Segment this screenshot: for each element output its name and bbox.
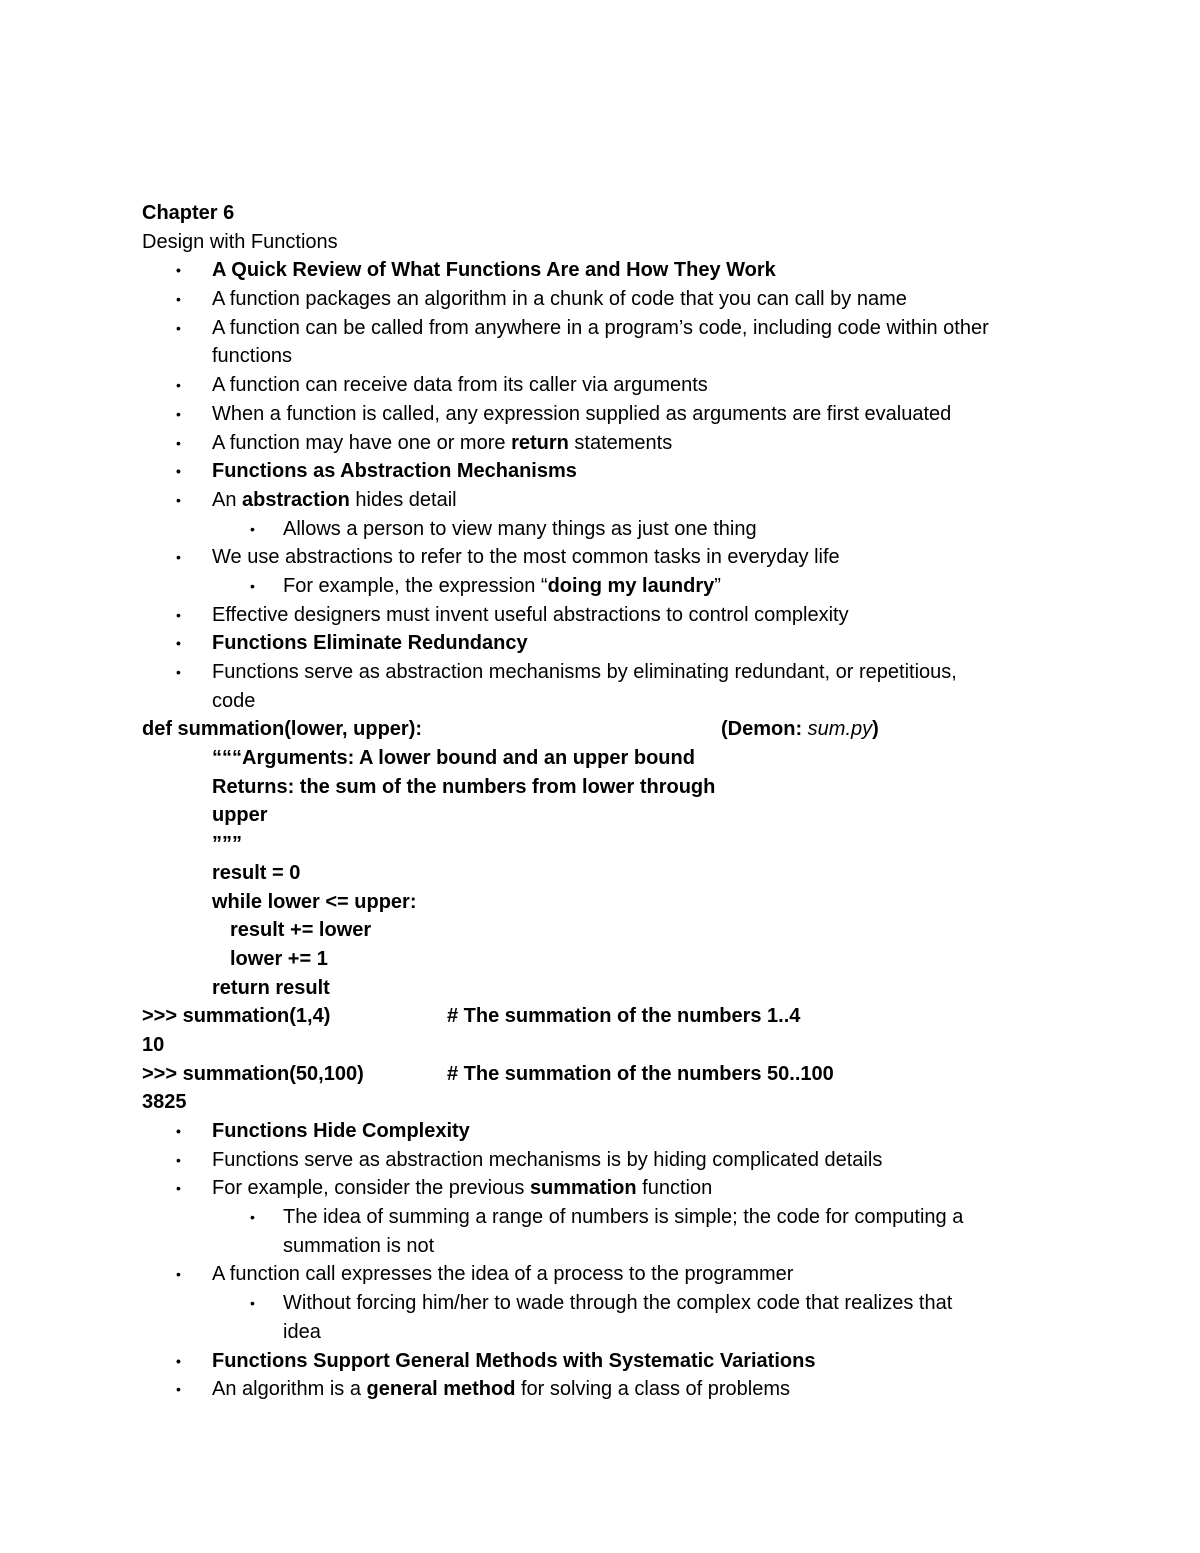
bullet-icon: • bbox=[176, 319, 181, 336]
term-general-method: general method bbox=[366, 1378, 516, 1401]
list-item-text: Functions Hide Complexity bbox=[212, 1120, 470, 1142]
bullet-icon: • bbox=[176, 1123, 181, 1139]
list-item bbox=[142, 314, 1102, 343]
list-item bbox=[142, 256, 1102, 285]
list-item-text-post: ” bbox=[714, 574, 721, 597]
bullet-icon: • bbox=[176, 1266, 181, 1283]
demo-label: (Demon: bbox=[721, 718, 808, 741]
code-line: “““Arguments: A lower bound and an upper bound bbox=[212, 747, 695, 770]
list-item-text: Effective designers must invent useful abstractions to control complexity bbox=[212, 603, 849, 626]
list-item-text-pre: A function may have one or more bbox=[212, 431, 512, 454]
code-line: ””” bbox=[212, 833, 242, 856]
list-item-text: Functions as Abstraction Mechanisms bbox=[212, 460, 577, 483]
bullet-icon: • bbox=[176, 1180, 181, 1197]
bullet-icon: • bbox=[176, 491, 181, 508]
bullet-icon: • bbox=[250, 577, 255, 594]
demo-filename: sum.py bbox=[807, 718, 873, 741]
bullet-icon: • bbox=[176, 434, 181, 451]
list-item bbox=[142, 457, 1102, 486]
list-item-text: Functions Support General Methods with Systematic Variations bbox=[212, 1349, 816, 1372]
list-item-text: A function can receive data from its caller via arguments bbox=[212, 374, 708, 397]
bullet-icon: • bbox=[176, 606, 181, 623]
list-item-text: Allows a person to view many things as just one thing bbox=[283, 517, 757, 540]
list-item-text-pre: For example, the expression “ bbox=[283, 574, 548, 597]
list-item bbox=[142, 429, 1102, 458]
code-line: return result bbox=[212, 976, 330, 999]
code-line: Returns: the sum of the numbers from lower through bbox=[212, 775, 716, 798]
bullet-icon: • bbox=[250, 1295, 255, 1312]
bullet-icon: • bbox=[176, 1381, 181, 1398]
list-item-text-pre: An algorithm is a bbox=[212, 1378, 367, 1401]
bullet-icon: • bbox=[176, 377, 181, 394]
sub-list-item bbox=[142, 515, 1102, 544]
list-item-text-post: statements bbox=[568, 431, 673, 454]
list-item-text: A Quick Review of What Functions Are and How They Work bbox=[212, 259, 776, 282]
sub-list-item-continuation: idea bbox=[283, 1320, 321, 1343]
sub-list-item bbox=[142, 1203, 1102, 1232]
sub-list-item bbox=[142, 1289, 1102, 1318]
list-item-text-pre: For example, consider the previous bbox=[212, 1177, 530, 1200]
list-item bbox=[142, 1260, 1102, 1289]
shell-comment: # The summation of the numbers 50..100 bbox=[447, 1062, 834, 1085]
list-item-text-post: hides detail bbox=[349, 488, 457, 511]
list-item-text: The idea of summing a range of numbers is simple; the code for computing a bbox=[283, 1206, 964, 1229]
bullet-icon: • bbox=[250, 520, 255, 537]
list-item bbox=[142, 629, 1102, 658]
list-item bbox=[142, 371, 1102, 400]
document-content bbox=[142, 199, 1102, 1404]
list-item-text: Functions serve as abstraction mechanisms by eliminating redundant, or repetitious, bbox=[212, 661, 957, 683]
bullet-icon: • bbox=[176, 291, 181, 308]
list-item-text: We use abstractions to refer to the most common tasks in everyday life bbox=[212, 546, 840, 569]
list-item-continuation: code bbox=[212, 689, 256, 712]
example-phrase: doing my laundry bbox=[547, 574, 715, 597]
code-line: result += lower bbox=[230, 919, 372, 942]
list-item-continuation: functions bbox=[212, 345, 293, 368]
shell-line bbox=[142, 1002, 1102, 1031]
list-item bbox=[142, 601, 1102, 630]
shell-call: >>> summation(1,4) bbox=[142, 1005, 331, 1028]
shell-comment: # The summation of the numbers 1..4 bbox=[447, 1005, 801, 1028]
bullet-icon: • bbox=[176, 1151, 181, 1168]
bullet-icon: • bbox=[176, 463, 181, 480]
bullet-icon: • bbox=[176, 262, 181, 279]
sub-list-item bbox=[142, 572, 1102, 601]
list-item-text: Functions serve as abstraction mechanisms is by hiding complicated details bbox=[212, 1148, 883, 1171]
term-abstraction: abstraction bbox=[242, 488, 350, 511]
list-item-text-post: function bbox=[636, 1177, 713, 1200]
bullet-icon: • bbox=[176, 405, 181, 422]
demo-reference bbox=[721, 715, 879, 744]
bullet-icon: • bbox=[176, 549, 181, 566]
list-item bbox=[142, 486, 1102, 515]
keyword-return: return bbox=[511, 431, 569, 454]
list-item-text-post: for solving a class of problems bbox=[515, 1378, 790, 1401]
bullet-icon: • bbox=[250, 1209, 255, 1226]
code-line: result = 0 bbox=[212, 861, 301, 884]
demo-close: ) bbox=[872, 718, 879, 741]
list-item bbox=[142, 1117, 1102, 1146]
chapter-title: Chapter 6 bbox=[142, 202, 235, 224]
shell-output: 10 bbox=[142, 1033, 165, 1056]
list-item-text: A function packages an algorithm in a chunk of code that you can call by name bbox=[212, 288, 907, 311]
term-summation: summation bbox=[529, 1177, 637, 1200]
list-item-text: Without forcing him/her to wade through the complex code that realizes that bbox=[283, 1292, 953, 1315]
code-def: def summation(lower, upper): bbox=[142, 718, 423, 741]
code-line: lower += 1 bbox=[230, 947, 328, 970]
list-item-text: Functions Eliminate Redundancy bbox=[212, 632, 528, 655]
list-item bbox=[142, 658, 1102, 687]
code-def-line bbox=[142, 715, 1102, 744]
list-item bbox=[142, 400, 1102, 429]
code-line: upper bbox=[212, 804, 268, 827]
shell-call: >>> summation(50,100) bbox=[142, 1062, 364, 1085]
list-item bbox=[142, 543, 1102, 572]
list-item bbox=[142, 1375, 1102, 1404]
code-line: while lower <= upper: bbox=[212, 890, 417, 913]
chapter-subtitle: Design with Functions bbox=[142, 230, 338, 253]
list-item bbox=[142, 1174, 1102, 1203]
list-item-text: When a function is called, any expression supplied as arguments are first evaluated bbox=[212, 402, 952, 425]
list-item bbox=[142, 1347, 1102, 1376]
bullet-icon: • bbox=[176, 1352, 181, 1369]
sub-list-item-continuation: summation is not bbox=[283, 1234, 435, 1257]
bullet-icon: • bbox=[176, 664, 181, 680]
list-item-text: A function can be called from anywhere in a program’s code, including code within other bbox=[212, 316, 989, 339]
shell-output: 3825 bbox=[142, 1091, 187, 1114]
list-item-text-pre: An bbox=[212, 488, 243, 511]
shell-line bbox=[142, 1060, 1102, 1089]
list-item bbox=[142, 1146, 1102, 1175]
list-item-text: A function call expresses the idea of a process to the programmer bbox=[212, 1263, 794, 1286]
list-item bbox=[142, 285, 1102, 314]
bullet-icon: • bbox=[176, 635, 181, 652]
